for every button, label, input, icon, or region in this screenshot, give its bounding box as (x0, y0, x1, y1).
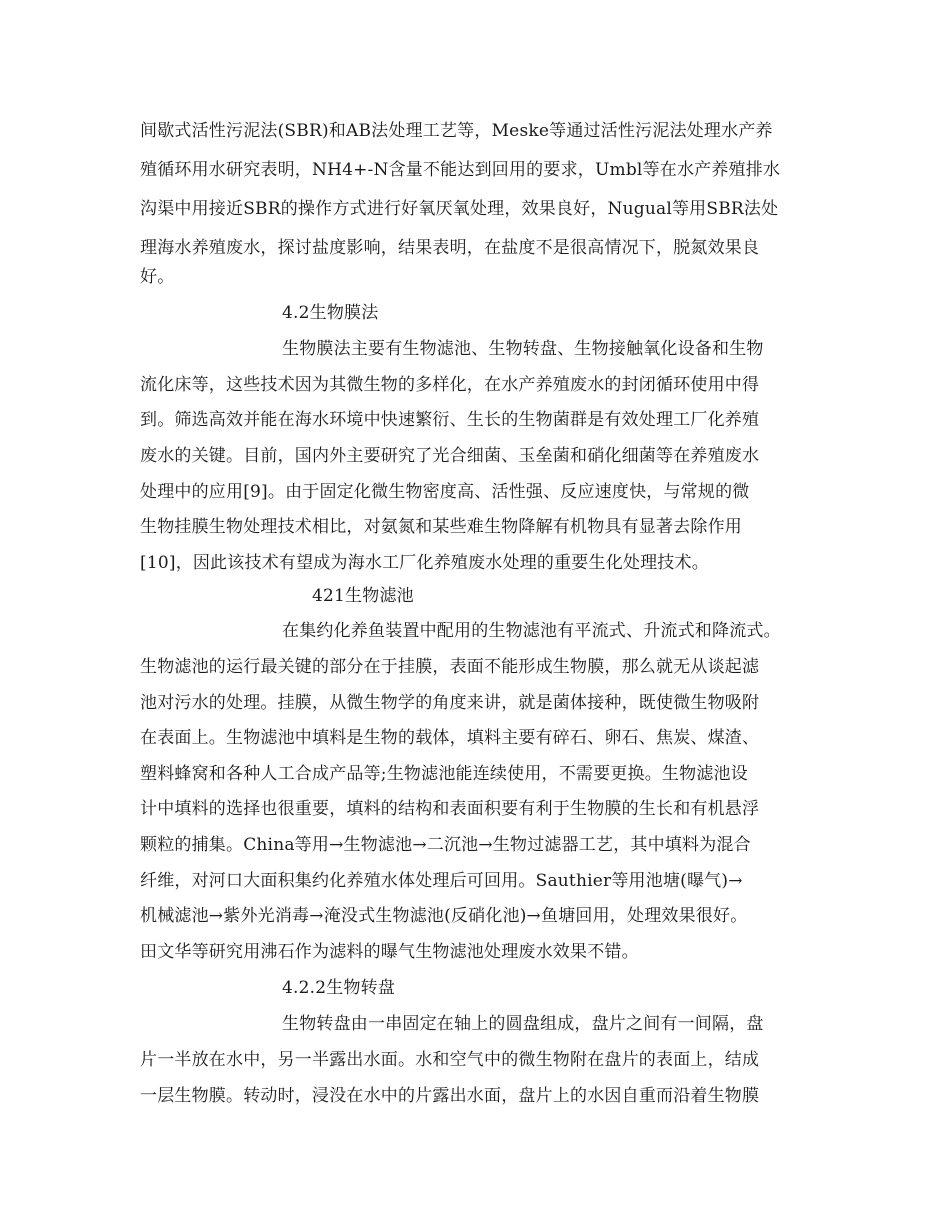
body-text-line: 生物挂膜生物处理技术相比，对氨氮和某些难生物降解有机物具有显著去除作用 (140, 517, 742, 537)
body-text-line: 纤维，对河口大面积集约化养殖水体处理后可回用。Sauthier等用池塘(曝气)→ (140, 871, 743, 891)
body-text-line: 一层生物膜。转动时，浸没在水中的片露出水面，盘片上的水因自重而沿着生物膜 (140, 1086, 760, 1106)
body-text-line: 间歇式活性污泥法(SBR)和AB法处理工艺等，Meske等通过活性污泥法处理水产养 (140, 121, 773, 141)
body-text-line: 颗粒的捕集。China等用→生物滤池→二沉池→生物过滤器工艺，其中填料为混合 (140, 835, 751, 855)
body-text-line: 流化床等，这些技术因为其微生物的多样化，在水产养殖废水的封闭循环使用中得 (140, 375, 760, 395)
body-text-line: 在集约化养鱼装置中配用的生物滤池有平流式、升流式和降流式。 (282, 621, 781, 641)
body-text-line: 田文华等研究用沸石作为滤料的曝气生物滤池处理废水效果不错。 (140, 942, 639, 962)
body-text-line: 好。 (140, 267, 175, 287)
section-heading: 4.2生物膜法 (282, 303, 379, 323)
body-text-line: 生物转盘由一串固定在轴上的圆盘组成，盘片之间有一间隔，盘 (282, 1014, 764, 1034)
body-text-line: 殖循环用水研究表明，NH4+-N含量不能达到回用的要求，Umbl等在水产养殖排水 (140, 160, 781, 180)
subsection-heading: 4.2.2生物转盘 (282, 978, 396, 998)
body-text-line: 理海水养殖废水，探讨盐度影响，结果表明，在盐度不是很高情况下，脱氮效果良 (140, 238, 760, 258)
subsection-heading: 421生物滤池 (312, 586, 414, 606)
body-text-line: [10]，因此该技术有望成为海水工厂化养殖废水处理的重要生化处理技术。 (140, 553, 709, 573)
body-text-line: 处理中的应用[9]。由于固定化微生物密度高、活性强、反应速度快，与常规的微 (140, 482, 750, 502)
body-text-line: 计中填料的选择也很重要，填料的结构和表面积要有利于生物膜的生长和有机悬浮 (140, 799, 760, 819)
body-text-line: 到。筛选高效并能在海水环境中快速繁衍、生长的生物菌群是有效处理工厂化养殖 (140, 410, 760, 430)
body-text-line: 片一半放在水中，另一半露出水面。水和空气中的微生物附在盘片的表面上，结成 (140, 1050, 760, 1070)
body-text-line: 生物滤池的运行最关键的部分在于挂膜，表面不能形成生物膜，那么就无从谈起滤 (140, 657, 760, 677)
body-text-line: 废水的关键。目前，国内外主要研究了光合细菌、玉垒菌和硝化细菌等在养殖废水 (140, 446, 760, 466)
body-text-line: 塑料蜂窝和各种人工合成产品等;生物滤池能连续使用，不需要更换。生物滤池设 (140, 764, 748, 784)
body-text-line: 生物膜法主要有生物滤池、生物转盘、生物接触氧化设备和生物 (282, 339, 764, 359)
body-text-line: 池对污水的处理。挂膜，从微生物学的角度来讲，就是菌体接种，既使微生物吸附 (140, 693, 760, 713)
body-text-line: 在表面上。生物滤池中填料是生物的载体，填料主要有碎石、卵石、焦炭、煤渣、 (140, 728, 760, 748)
body-text-line: 沟渠中用接近SBR的操作方式进行好氧厌氧处理，效果良好，Nugual等用SBR法处 (140, 199, 779, 219)
body-text-line: 机械滤池→紫外光消毒→淹没式生物滤池(反硝化池)→鱼塘回用，处理效果很好。 (140, 906, 748, 926)
